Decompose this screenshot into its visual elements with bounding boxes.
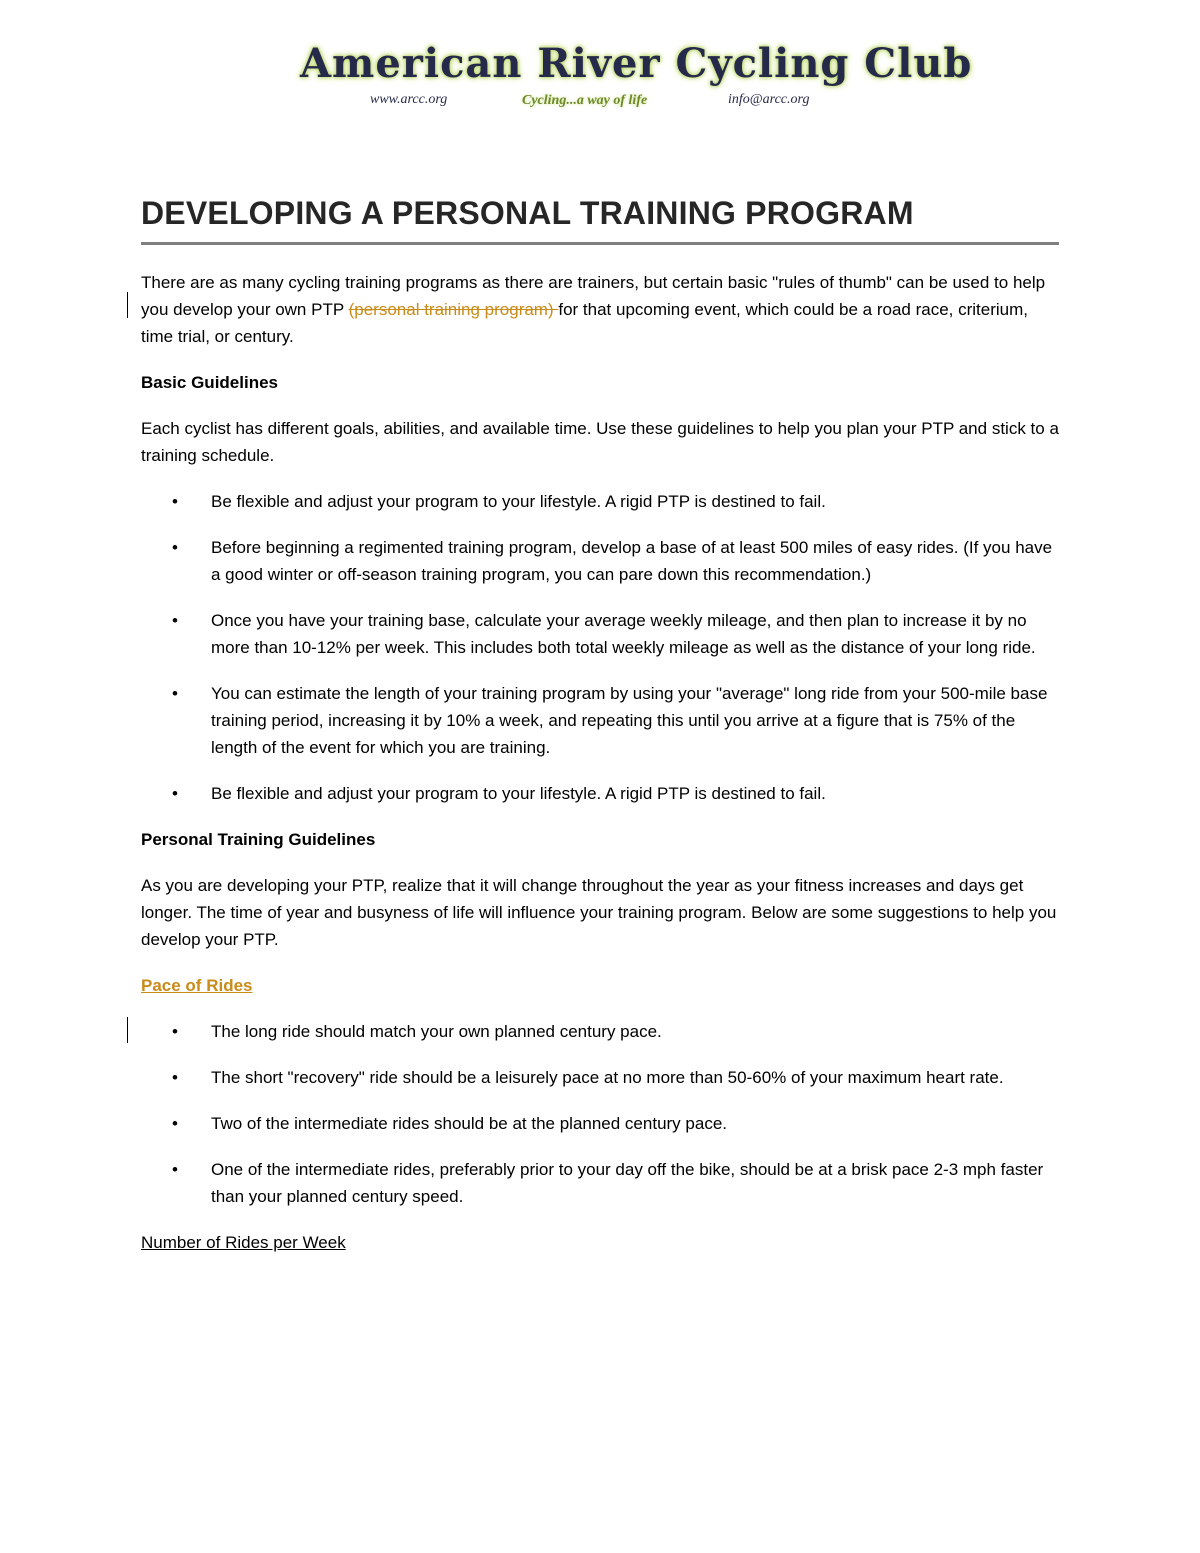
list-item [141,1018,1059,1045]
bullet: • [172,1160,178,1179]
club-logo [300,40,973,118]
list-item [141,680,1059,761]
basic-guidelines-list [141,488,1059,807]
pace-of-rides-heading: Pace of Rides [141,976,253,995]
list-item-text: You can estimate the length of your training program by using your "average" long ride from your 500-mile base training period, increasing it by 10% a week, and repeating this until you arrive at a figure that is 75% of the length of the event for which you are training. [211,684,1048,757]
intro-text-after: for that upcoming event, which could be a road race, criterium, time trial, or century. [141,300,1028,346]
list-item [141,607,1059,661]
list-item-text: Be flexible and adjust your program to your lifestyle. A rigid PTP is destined to fail. [211,492,826,511]
page-title: DEVELOPING A PERSONAL TRAINING PROGRAM [141,195,914,231]
deleted-text: (personal training program) [348,300,559,319]
bullet: • [172,684,178,703]
list-item [141,780,1059,807]
list-item-text: Once you have your training base, calculate your average weekly mileage, and then plan to increase it by no more than 10-12% per week. This includes both total weekly mileage as well as the distance of your long ride. [211,611,1036,657]
bullet: • [172,1114,178,1133]
basic-guidelines-heading: Basic Guidelines [141,373,278,392]
change-bar [127,292,128,318]
bullet: • [172,611,178,630]
club-name: American River Cycling Club [300,40,973,87]
list-item-text: Be flexible and adjust your program to your lifestyle. A rigid PTP is destined to fail. [211,784,826,803]
bullet: • [172,1068,178,1087]
club-email[interactable]: info@arcc.org [728,92,810,107]
intro-paragraph [141,269,1059,350]
list-item [141,488,1059,515]
list-item-text: Two of the intermediate rides should be at the planned century pace. [211,1114,727,1133]
club-website[interactable]: www.arcc.org [370,92,448,107]
club-tagline: Cycling...a way of life [522,93,648,108]
list-item [141,1156,1059,1210]
intro-text-before: There are as many cycling training programs as there are trainers, but certain basic "rules of thumb" can be used to help you develop your own PTP [141,273,1046,319]
bullet: • [172,538,178,557]
change-bar [127,1017,128,1043]
personal-guidelines-text: As you are developing your PTP, realize that it will change throughout the year as your fitness increases and days get longer. The time of year and busyness of life will influence your training program. Below are some suggestions to help you develop your PTP. [141,876,1057,949]
basic-guidelines-text: Each cyclist has different goals, abilities, and available time. Use these guidelines to help you plan your PTP and stick to a training schedule. [141,419,1059,465]
list-item-text: One of the intermediate rides, preferably prior to your day off the bike, should be at a brisk pace 2-3 mph faster than your planned century speed. [211,1160,1044,1206]
list-item-text: The long ride should match your own planned century pace. [211,1022,662,1041]
bullet: • [172,492,178,511]
pace-of-rides-list [141,1018,1059,1210]
title-divider [141,242,1059,245]
list-item [141,1110,1059,1137]
list-item [141,1064,1059,1091]
document-body [141,190,1059,1275]
personal-guidelines-heading: Personal Training Guidelines [141,830,376,849]
list-item-text: The short "recovery" ride should be a leisurely pace at no more than 50-60% of your maximum heart rate. [211,1068,1004,1087]
list-item-text: Before beginning a regimented training program, develop a base of at least 500 miles of easy rides. (If you have a good winter or off-season training program, you can pare down this recommendation.) [211,538,1053,584]
bullet: • [172,1022,178,1041]
bullet: • [172,784,178,803]
rides-per-week-heading: Number of Rides per Week [141,1233,346,1252]
list-item [141,534,1059,588]
